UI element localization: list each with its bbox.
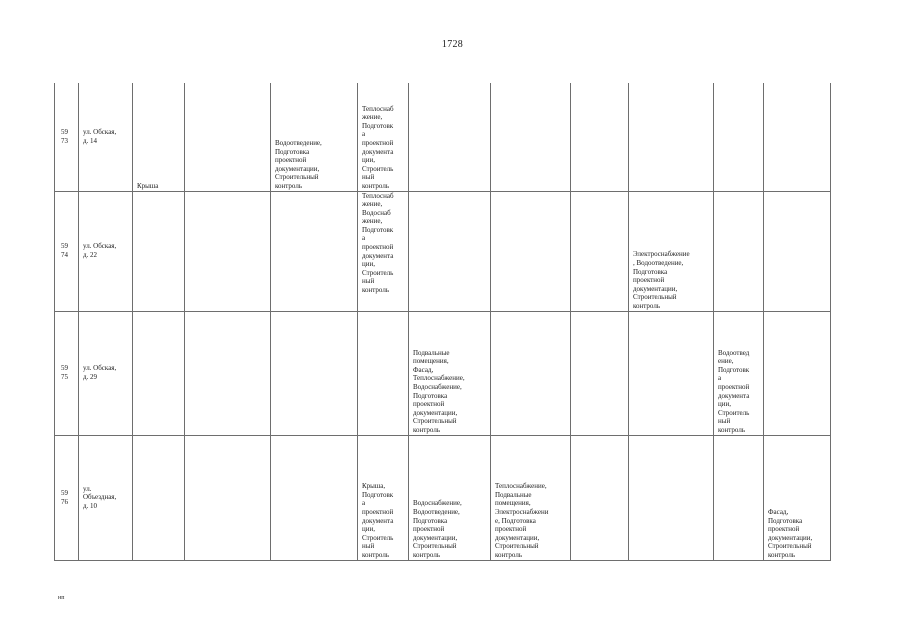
empty-cell [185,191,271,311]
work-cell [409,83,491,191]
work-cell [764,83,831,191]
footer-mark: нп [58,595,65,601]
empty-cell [831,83,832,191]
work-cell [409,191,491,311]
work-cell: Водоотведение, Подготовка проектной документации, Строительный контроль [271,83,358,191]
work-cell: Фасад, Подготовка проектной документации, Строительный контроль [764,435,831,560]
work-cell [714,83,764,191]
table-row [55,435,832,560]
empty-cell [185,311,271,435]
empty-cell [571,311,629,435]
work-cell [764,191,831,311]
table-row [55,191,832,311]
work-cell: Водоснабжение, Водоотведение, Подготовка проектной документации, Строительный контроль [409,435,491,560]
work-cell [764,311,831,435]
work-cell [271,311,358,435]
work-cell [491,191,571,311]
work-cell [491,83,571,191]
work-cell: Теплоснаб жение, Подготовк а проектной документа ции, Строитель ный контроль [358,83,409,191]
work-cell [271,191,358,311]
work-cell: Подвальные помещения, Фасад, Теплоснабжение, Водоснабжение, Подготовка проектной документации, Строительный контроль [409,311,491,435]
address-cell: ул. Обская, д. 22 [79,191,133,311]
table-row [55,83,832,191]
capital-repair-table [54,83,831,561]
row-number: 59 73 [55,83,79,191]
work-cell [629,435,714,560]
work-cell [831,435,832,560]
work-cell: Крыша, Подготовк а проектной документа ции, Строитель ный контроль [358,435,409,560]
work-cell: Крыша [133,83,185,191]
work-cell [831,191,832,311]
page-number: 1728 [441,39,464,50]
row-number: 59 74 [55,191,79,311]
work-cell [133,311,185,435]
row-number: 59 76 [55,435,79,560]
row-number: 59 75 [55,311,79,435]
work-cell [358,311,409,435]
empty-cell [571,435,629,560]
empty-cell [185,83,271,191]
work-cell: Теплоснабжение, Подвальные помещения, Электроснабжени е, Подготовка проектной документации, Строительный контроль [491,435,571,560]
work-cell [133,435,185,560]
work-cell [571,83,629,191]
work-cell [714,435,764,560]
work-cell [714,191,764,311]
work-cell: Теплоснаб жение, Водоснаб жение, Подготовк а проектной документа ции, Строитель ный контроль [358,191,409,311]
work-cell [629,311,714,435]
empty-cell [185,435,271,560]
work-cell [629,83,714,191]
work-cell [133,191,185,311]
empty-cell [571,191,629,311]
address-cell: ул. Объездная, д. 10 [79,435,133,560]
work-cell [491,311,571,435]
address-cell: ул. Обская, д. 29 [79,311,133,435]
work-cell [271,435,358,560]
table-row [55,311,832,435]
work-cell [831,311,832,435]
work-cell: Водоотвед ение, Подготовк а проектной документа ции, Строитель ный контроль [714,311,764,435]
work-cell: Электроснабжение , Водоотведение, Подготовка проектной документации, Строительный контроль [629,191,714,311]
address-cell: ул. Обская, д. 14 [79,83,133,191]
